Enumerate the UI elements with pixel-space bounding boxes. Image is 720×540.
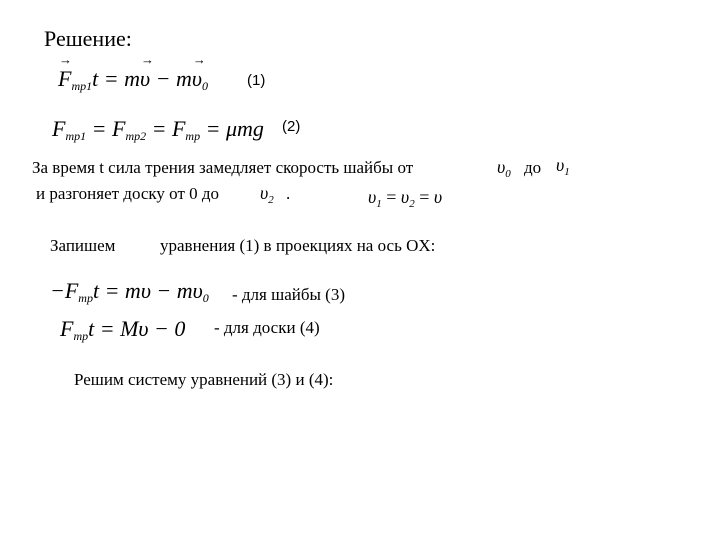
equation-2-number: (2) <box>282 118 301 135</box>
symbol-v2: $\upsilon_2$ <box>260 183 274 206</box>
equation-4: $F_{тр}t = M\upsilon - 0$ <box>60 316 186 343</box>
paragraph-1-line-1: За время t сила трения замедляет скорость шайбы от <box>32 158 414 177</box>
symbol-v1: $\upsilon_1$ <box>556 155 570 178</box>
paragraph-2-rest: уравнения (1) в проекциях на ось OX: <box>160 236 436 255</box>
paragraph-2-start: Запишем <box>50 236 116 255</box>
force-vector-symbol: → F <box>58 66 71 92</box>
equation-1-number: (1) <box>247 72 266 89</box>
equation-4-label: - для доски (4) <box>214 318 320 337</box>
slide-title: Решение: <box>44 26 132 51</box>
equation-3: $-F_{тр}t = m\upsilon - m\upsilon_0$ <box>50 278 209 305</box>
equation-3-label: - для шайбы (3) <box>232 285 345 304</box>
paragraph-3: Решим систему уравнений (3) и (4): <box>74 370 334 389</box>
equation-2: $F_{тр1} = F_{тр2} = F_{тр} = \mu mg$ <box>52 116 264 143</box>
word-do: до <box>524 158 542 177</box>
equation-1: → $F_{тр1}t = m\to \upsilon - m\to \upsilon_0$ <box>58 66 208 94</box>
paragraph-1-line-2: и разгоняет доску от 0 до <box>36 184 220 203</box>
period: . <box>286 184 291 203</box>
symbol-v0: $\upsilon_0$ <box>497 157 511 180</box>
velocity-relation: $\upsilon_1 = \upsilon_2 = \upsilon$ <box>368 187 443 210</box>
